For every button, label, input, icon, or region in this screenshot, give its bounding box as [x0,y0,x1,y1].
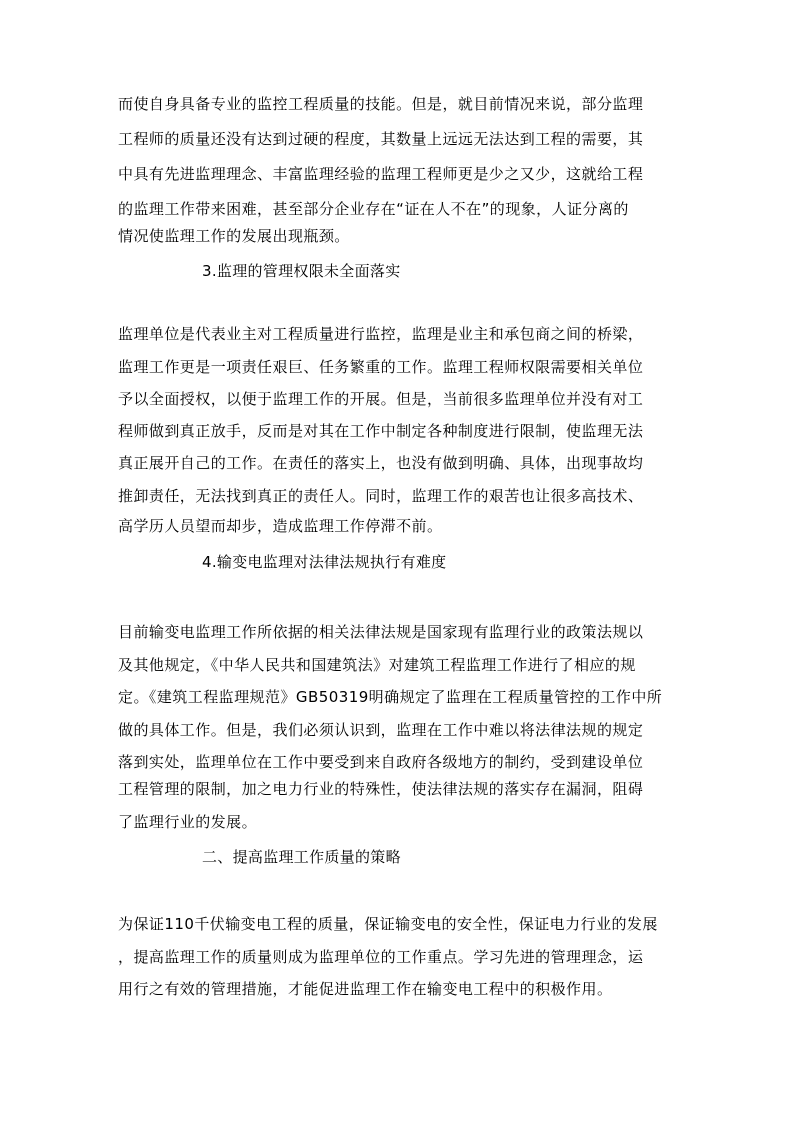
paragraph-line: ，提高监理工作的质量则成为监理单位的工作重点。学习先进的管理理念，运 [118,948,644,966]
paragraph-line: 予以全面授权，以便于监理工作的开展。但是，当前很多监理单位并没有对工 [118,390,644,408]
paragraph-line: 目前输变电监理工作所依据的相关法律法规是国家现有监理行业的政策法规以 [118,623,644,641]
paragraph-line: 高学历人员望而却步，造成监理工作停滞不前。 [118,517,443,535]
section-heading: 3.监理的管理权限未全面落实 [202,262,401,280]
section-heading: 二、提高监理工作质量的策略 [202,848,401,866]
paragraph-line: 做的具体工作。但是，我们必须认识到，监理在工作中难以将法律法规的规定 [118,721,644,739]
paragraph-line: 为保证110千伏输变电工程的质量，保证输变电的安全性，保证电力行业的发展 [118,915,658,933]
paragraph-line: 落到实处，监理单位在工作中要受到来自政府各级地方的制约，受到建设单位 [118,753,644,771]
paragraph-line: 工程管理的限制，加之电力行业的特殊性，使法律法规的落实存在漏洞，阻碍 [118,780,644,798]
paragraph-line: 情况使监理工作的发展出现瓶颈。 [118,227,350,245]
paragraph-line: 中具有先进监理理念、丰富监理经验的监理工程师更是少之又少，这就给工程 [118,165,644,183]
paragraph-line: 及其他规定，《中华人民共和国建筑法》对建筑工程监理工作进行了相应的规 [118,656,636,674]
paragraph-line: 真正展开自己的工作。在责任的落实上，也没有做到明确、具体，出现事故均 [118,454,644,472]
paragraph-line: 推卸责任，无法找到真正的责任人。同时，监理工作的艰苦也让很多高技术、 [118,487,644,505]
paragraph-line: 用行之有效的管理措施，才能促进监理工作在输变电工程中的积极作用。 [118,980,613,998]
paragraph-line: 工程师的质量还没有达到过硬的程度，其数量上远远无法达到工程的需要，其 [118,130,644,148]
paragraph-line: 监理工作更是一项责任艰巨、任务繁重的工作。监理工程师权限需要相关单位 [118,358,644,376]
paragraph-line: 程师做到真正放手，反而是对其在工作中制定各种制度进行限制，使监理无法 [118,422,644,440]
paragraph-line: 的监理工作带来困难，甚至部分企业存在“证在人不在”的现象，人证分离的 [118,200,629,218]
paragraph-line: 而使自身具备专业的监控工程质量的技能。但是，就目前情况来说，部分监理 [118,95,644,113]
paragraph-line: 定。《建筑工程监理规范》GB50319明确规定了监理在工程质量管控的工作中所 [118,688,663,706]
paragraph-line: 了监理行业的发展。 [118,813,258,831]
paragraph-line: 监理单位是代表业主对工程质量进行监控，监理是业主和承包商之间的桥梁， [118,325,644,343]
section-heading: 4.输变电监理对法律法规执行有难度 [202,553,447,571]
